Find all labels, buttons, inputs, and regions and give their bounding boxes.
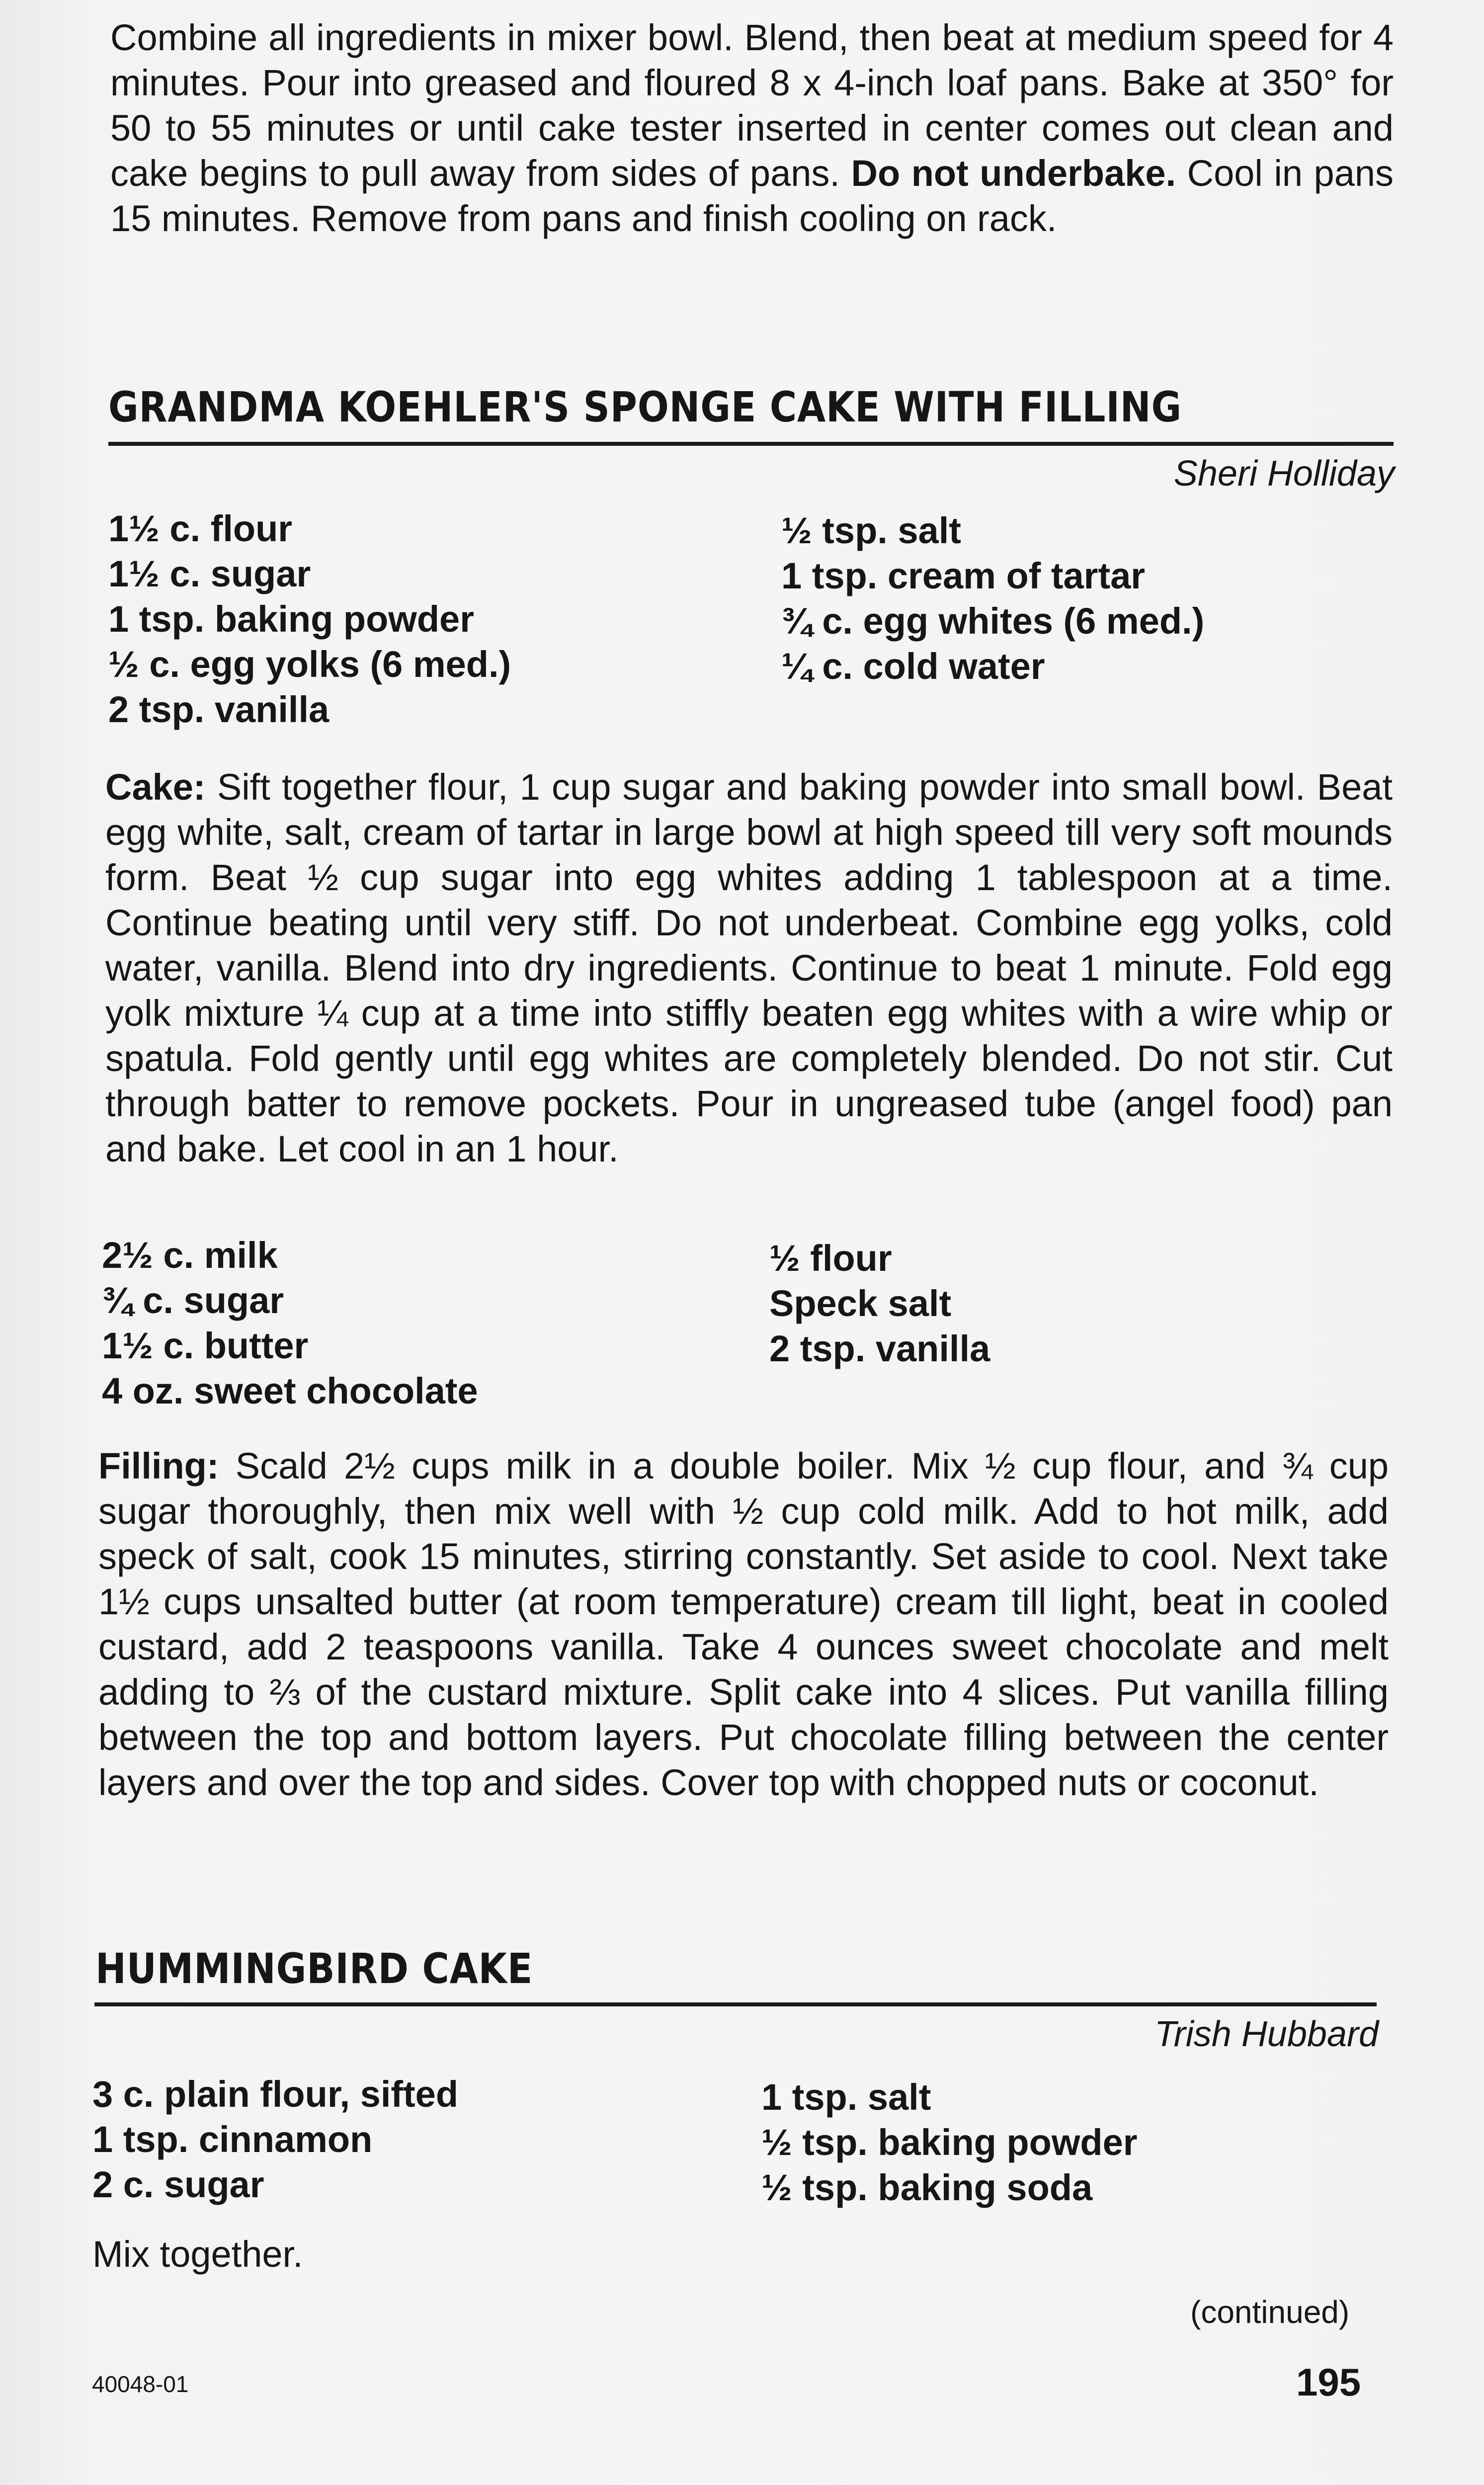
cake-instructions	[105, 764, 1393, 1171]
ingredient: 1½ c. butter	[102, 1325, 309, 1366]
cake-text: Sift together flour, 1 cup sugar and baking powder into small bowl. Beat egg white, salt, cream of tartar in large bowl at high speed till very soft mounds form. Beat ½ cup sugar into egg whites adding 1 tablespoon at a time. Continue beating until very stiff. Do not underbeat. Combine egg yolks, cold water, vanilla. Blend into dry ingredients. Continue to beat 1 minute. Fold egg yolk mixture ¼ cup at a time into stiffly beaten egg whites with a wire whip or spatula. Fold gently until egg whites are completely blended. Do not stir. Cut through batter to remove pockets. Pour in ungreased tube (angel food) pan and bake. Let cool in an 1 hour.	[105, 766, 1393, 1169]
ingredient: ½ flour	[769, 1238, 892, 1279]
hummingbird-cake-author: Trish Hubbard	[1154, 2014, 1379, 2054]
ingredient: 3 c. plain flour, sifted	[92, 2073, 459, 2115]
ingredient: 1 tsp. cinnamon	[92, 2119, 373, 2160]
hummingbird-instructions: Mix together.	[92, 2234, 303, 2275]
sponge-cake-title: GRANDMA KOEHLER'S SPONGE CAKE WITH FILLING	[108, 383, 1182, 431]
ingredient: 2 tsp. vanilla	[769, 1328, 990, 1369]
hummingbird-cake-title: HUMMINGBIRD CAKE	[95, 1944, 533, 1993]
filling-label: Filling:	[98, 1445, 219, 1487]
ingredient: ½ tsp. salt	[781, 510, 961, 551]
filling-instructions	[98, 1443, 1389, 1805]
cake-label: Cake:	[105, 766, 206, 808]
ingredient: 2½ c. milk	[102, 1235, 278, 1276]
intro-text-2: Cool in pans 15 minutes. Remove from pans and finish cooling on rack.	[110, 153, 1394, 239]
intro-bold-warning: Do not underbake.	[851, 153, 1176, 194]
ingredient: ¾ c. sugar	[102, 1280, 284, 1321]
ingredient: Speck salt	[769, 1283, 952, 1324]
sponge-ingredients-right	[781, 508, 1204, 689]
hummingbird-ingredients-left	[92, 2071, 458, 2207]
sponge-cake-author: Sheri Holliday	[1173, 454, 1395, 494]
ingredient: 1 tsp. baking powder	[108, 598, 474, 640]
hummingbird-ingredients-right	[761, 2074, 1138, 2210]
ingredient: ½ tsp. baking powder	[761, 2122, 1138, 2163]
ingredient: 2 tsp. vanilla	[108, 689, 330, 730]
ingredient: 1½ c. flour	[108, 508, 293, 549]
filling-text: Scald 2½ cups milk in a double boiler. Mix ½ cup flour, and ¾ cup sugar thoroughly, then mix well with ½ cup cold milk. Add to hot milk, add speck of salt, cook 15 minutes, stirring constantly. Set aside to cool. Next take 1½ cups unsalted butter (at room temperature) cream till light, beat in cooled custard, add 2 teaspoons vanilla. Take 4 ounces sweet chocolate and melt adding to ⅔ of the custard mixture. Split cake into 4 slices. Put vanilla filling between the top and bottom layers. Put chocolate filling between the center layers and over the top and sides. Cover top with chopped nuts or coconut.	[98, 1445, 1389, 1803]
sponge-ingredients-left	[108, 506, 511, 732]
filling-ingredients-left	[102, 1233, 478, 1413]
filling-ingredients-right	[769, 1236, 990, 1371]
book-code: 40048-01	[92, 2371, 189, 2397]
ingredient: ¼ c. cold water	[781, 646, 1045, 687]
page-number: 195	[1296, 2360, 1361, 2404]
continued-note: (continued)	[1190, 2294, 1350, 2330]
ingredient: 4 oz. sweet chocolate	[102, 1370, 478, 1411]
sponge-cake-title-rule	[108, 442, 1394, 446]
ingredient: 1 tsp. salt	[761, 2076, 931, 2118]
intro-paragraph	[110, 15, 1394, 241]
ingredient: ½ c. egg yolks (6 med.)	[108, 644, 511, 685]
ingredient: 1½ c. sugar	[108, 553, 311, 594]
intro-text-1: Combine all ingredients in mixer bowl. Blend, then beat at medium speed for 4 minutes. Pour into greased and floured 8 x 4-inch loaf pans. Bake at 350° for 50 to 55 minutes or until cake tester inserted in center comes out clean and cake begins to pull away from sides of pans.	[110, 17, 1394, 194]
ingredient: 1 tsp. cream of tartar	[781, 555, 1146, 596]
ingredient: ½ tsp. baking soda	[761, 2167, 1093, 2208]
hummingbird-cake-title-rule	[94, 2002, 1377, 2006]
ingredient: ¾ c. egg whites (6 med.)	[781, 600, 1205, 642]
ingredient: 2 c. sugar	[92, 2164, 264, 2205]
